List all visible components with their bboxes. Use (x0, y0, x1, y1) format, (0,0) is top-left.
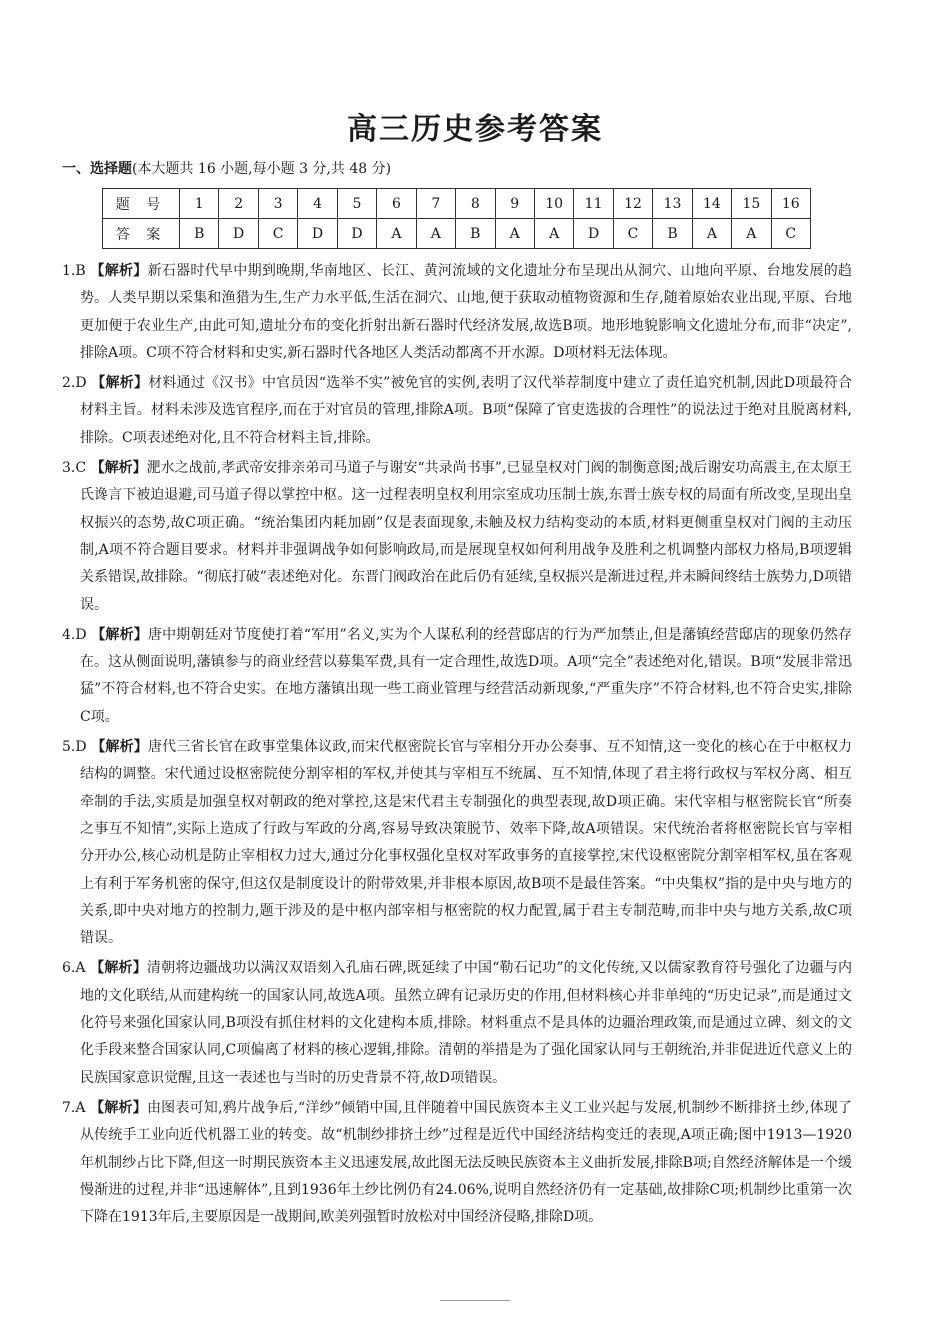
item-text: 材料通过《汉书》中官员因“选举不实”被免官的实例,表明了汉代举荐制度中建立了责任追究机制,因此D项最符合材料主旨。材料未涉及选官程序,而在于对官员的管理,排除A项。B项“保障了官吏选拔的合理性”的说法过于绝对且脱离材料,排除。C项表述绝对化,且不符合材料主旨,排除。 (80, 375, 853, 446)
answer-cell: A (534, 219, 573, 249)
explanation-list (62, 258, 852, 1231)
answer-cell: D (574, 219, 613, 249)
question-number: 16 (771, 189, 810, 219)
question-number: 5 (337, 189, 376, 219)
item-text: 唐中期朝廷对节度使打着“军用”名义,实为个人谋私利的经营邸店的行为严加禁止,但是藩镇经营邸店的现象仍然存在。这从侧面说明,藩镇参与的商业经营以募集军费,具有一定合理性,故选D项。A项“完全”表述绝对化,错误。B项“发展非常迅猛”不符合材料,也不符合史实。在地方藩镇出现一些工商业管理与经营活动新现象,“严重失序”不符合材料,也不符合史实,排除C项。 (80, 626, 852, 725)
analysis-tag: 【解析】 (90, 460, 147, 477)
item-number: 6.A (62, 960, 86, 977)
answer-cell: B (456, 219, 495, 249)
question-number-header: 题 号 (103, 189, 180, 219)
answer-cell: C (771, 219, 810, 249)
item-number: 3.C (62, 460, 87, 477)
question-number: 10 (534, 189, 573, 219)
answer-cell: A (495, 219, 534, 249)
answer-cell: C (613, 219, 652, 249)
answer-header: 答 案 (103, 219, 180, 249)
question-number: 1 (180, 189, 219, 219)
question-number: 11 (574, 189, 613, 219)
answer-cell: A (692, 219, 731, 249)
question-number: 12 (613, 189, 652, 219)
answer-cell: D (337, 219, 376, 249)
explanation-item-7 (62, 1095, 852, 1231)
answer-cell: A (416, 219, 455, 249)
explanation-item-3 (62, 455, 852, 619)
answer-cell: D (219, 219, 258, 249)
page-title: 高三历史参考答案 (347, 112, 603, 147)
item-number: 2.D (62, 375, 87, 392)
explanation-item-6 (62, 955, 852, 1091)
explanation-item-4 (62, 622, 852, 731)
analysis-tag: 【解析】 (91, 739, 148, 756)
question-number: 8 (456, 189, 495, 219)
explanation-item-5 (62, 734, 852, 952)
answer-cell: B (180, 219, 219, 249)
answer-cell: A (377, 219, 416, 249)
answer-cell: C (258, 219, 297, 249)
answer-cell: A (732, 219, 771, 249)
item-text: 淝水之战前,孝武帝安排亲弟司马道子与谢安“共录尚书事”,已显皇权对门阀的制衡意图;战后谢安功高震主,在太原王氏谗言下被迫退避,司马道子得以掌控中枢。这一过程表明皇权利用宗室成功压制士族,东晋士族专权的局面有所改变,呈现出皇权振兴的态势,故C项正确。“统治集团内耗加剧”仅是表面现象,未触及权力结构变动的本质,材料更侧重皇权对门阀的主动压制,A项不符合题目要求。材料并非强调战争如何影响政局,而是展现皇权如何利用战争及胜利之机调整内部权力格局,B项逻辑关系错误,故排除。“彻底打破”表述绝对化。东晋门阀政治在此后仍有延续,皇权振兴是渐进过程,并未瞬间终结士族势力,D项错误。 (80, 460, 853, 613)
analysis-tag: 【解析】 (91, 626, 148, 643)
item-text: 清朝将边疆战功以满汉双语刻入孔庙石碑,既延续了中国“勒石记功”的文化传统,又以儒家教育符号强化了边疆与内地的文化联结,从而建构统一的国家认同,故选A项。虽然立碑有记录历史的作用,但材料核心并非单纯的“历史记录”,而是通过文化符号来强化国家认同,B项没有抓住材料的文化建构本质,排除。材料重点不是具体的边疆治理政策,而是通过立碑、刻文的文化手段来整合国家认同,C项偏离了材料的核心逻辑,排除。清朝的举措是为了强化国家认同与王朝统治,并非促进近代意义上的民族国家意识觉醒,且这一表述也与当时的历史背景不符,故D项错误。 (80, 960, 853, 1086)
answer-cell: B (653, 219, 692, 249)
section-note: (本大题共 16 小题,每小题 3 分,共 48 分) (132, 161, 392, 177)
item-text: 唐代三省长官在政事堂集体议政,而宋代枢密院长官与宰相分开办公奏事、互不知情,这一变化的核心在于中枢权力结构的调整。宋代通过设枢密院使分割宰相的军权,并使其与宰相互不统属、互不知情,体现了君主将行政权与军权分离、相互牵制的手法,实质是加强皇权对朝政的绝对掌控,这是宋代君主专制强化的典型表现,故D项正确。宋代宰相与枢密院长官“所奏之事互不知情”,实际上造成了行政与军政的分离,容易导致决策脱节、效率下降,故A项错误。宋代统治者将枢密院长官与宰相分开办公,核心动机是防止宰相权力过大,通过分化事权强化皇权对军政事务的直接掌控,宋代设枢密院分割宰相军权,虽在客观上有利于军务机密的保守,但这仅是制度设计的附带效果,并非根本原因,故B项不是最佳答案。“中央集权”指的是中央与地方的关系,即中央对地方的控制力,题干涉及的是中枢内部宰相与枢密院的权力配置,属于君主专制范畴,而非中央与地方关系,故C项错误。 (80, 739, 852, 947)
answer-table (102, 188, 811, 249)
answer-table-number-row (103, 189, 811, 219)
question-number: 2 (219, 189, 258, 219)
question-number: 13 (653, 189, 692, 219)
question-number: 4 (298, 189, 337, 219)
item-text: 由图表可知,鸦片战争后,“洋纱”倾销中国,且伴随着中国民族资本主义工业兴起与发展,机制纱不断排挤土纱,体现了从传统手工业向近代机器工业的转变。故“机制纱排挤土纱”过程是近代中国经济结构变迁的表现,A项正确;图中1913—1920年机制纱占比下降,但这一时期民族资本主义迅速发展,故此图无法反映民族资本主义曲折发展,排除B项;自然经济解体是一个缓慢渐进的过程,并非“迅速解体”,且到1936年土纱比例仍有24.06%,说明自然经济仍有一定基础,故排除C项;机制纱比重第一次下降在1913年后,主要原因是一战期间,欧美列强暂时放松对中国经济侵略,排除D项。 (80, 1099, 852, 1226)
item-number: 7.A (62, 1099, 86, 1116)
analysis-tag: 【解析】 (91, 375, 149, 392)
analysis-tag: 【解析】 (90, 263, 148, 279)
explanation-item-2 (62, 370, 852, 452)
answer-table-answer-row (103, 219, 811, 249)
item-text: 新石器时代早中期到晚期,华南地区、长江、黄河流域的文化遗址分布呈现出从洞穴、山地向平原、台地发展的趋势。人类早期以采集和渔猎为生,生产力水平低,生活在洞穴、山地,便于获取动植物资源和生存,随着原始农业出现,平原、台地更加便于农业生产,由此可知,遗址分布的变化折射出新石器时代经济发展,故选B项。地形地貌影响文化遗址分布,而非“决定”,排除A项。C项不符合材料和史实,新石器时代各地区人类活动都离不开水源。D项材料无法体现。 (80, 263, 853, 361)
footer-divider (440, 1300, 510, 1301)
question-number: 9 (495, 189, 534, 219)
question-number: 15 (732, 189, 771, 219)
section-heading (62, 158, 391, 178)
section-label: 一、选择题 (62, 161, 132, 177)
analysis-tag: 【解析】 (90, 1099, 147, 1116)
explanation-item-1 (62, 258, 852, 367)
answer-cell: D (298, 219, 337, 249)
question-number: 6 (377, 189, 416, 219)
item-number: 4.D (62, 626, 87, 643)
item-number: 1.B (62, 263, 86, 279)
question-number: 7 (416, 189, 455, 219)
question-number: 3 (258, 189, 297, 219)
item-number: 5.D (62, 739, 87, 756)
analysis-tag: 【解析】 (90, 960, 147, 977)
question-number: 14 (692, 189, 731, 219)
